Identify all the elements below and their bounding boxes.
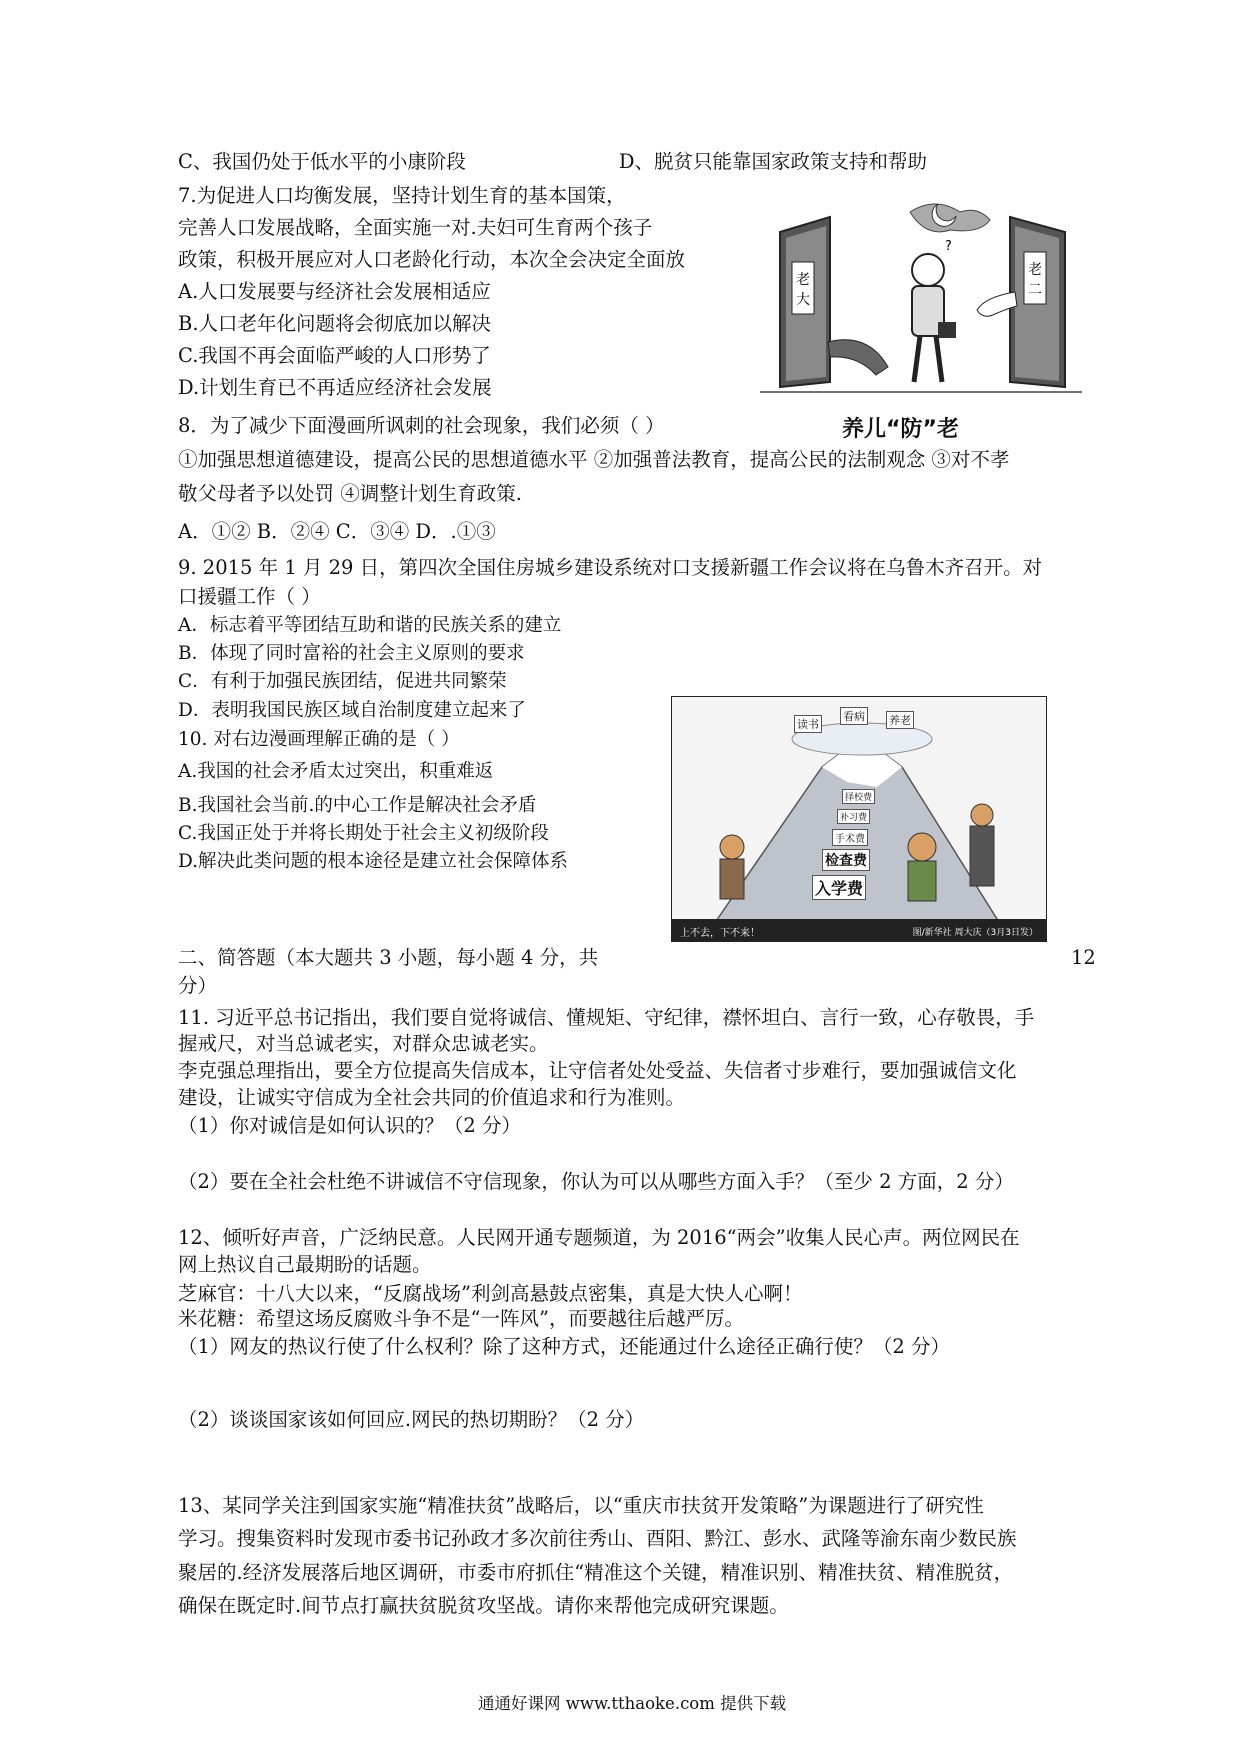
q13-line3: 聚居的.经济发展落后地区调研，市委市府抓住“精准这个关键，精准识别、精准扶贫、精准脱贫， (178, 1561, 1014, 1584)
page-footer: 通通好课网 www.tthaoke.com 提供下载 (478, 1694, 787, 1713)
q7-option-b: B.人口老年化问题将会彻底加以解决 (178, 312, 492, 335)
cartoon2-step-jiancha: 检查费 (822, 849, 870, 871)
q9-option-b: B．体现了同时富裕的社会主义原则的要求 (178, 643, 525, 664)
q9-stem-line1: 9. 2015 年 1 月 29 日，第四次全国住房城乡建设系统对口支援新疆工作会议将在乌鲁木齐召开。对 (178, 556, 1043, 579)
q9-option-d: D．表明我国民族区域自治制度建立起来了 (178, 700, 526, 721)
q9-stem-line2: 口援疆工作（ ） (178, 585, 321, 608)
q6-option-d: D、脱贫只能靠国家政策支持和帮助 (618, 150, 928, 173)
section2-tail: 分） (178, 974, 218, 997)
door-left-label-1: 老 (796, 272, 810, 288)
q12-sub2: （2）谈谈国家该如何回应.网民的热切期盼？（2 分） (178, 1408, 645, 1431)
q9-option-a: A．标志着平等团结互助和谐的民族关系的建立 (178, 615, 562, 636)
q9-option-c: C．有利于加强民族团结，促进共同繁荣 (178, 671, 507, 692)
section2-total: 12 (1071, 946, 1096, 969)
section2-heading (178, 944, 598, 971)
q6-option-c: C、我国仍处于低水平的小康阶段 (178, 150, 466, 173)
q7-option-d: D.计划生育已不再适应经济社会发展 (178, 376, 492, 399)
cartoon-mountain-fees (671, 696, 1047, 942)
q10-option-d: D.解决此类问题的根本途径是建立社会保障体系 (178, 851, 569, 872)
cartoon2-step-shoushu: 手术费 (832, 829, 868, 846)
q11-line3: 李克强总理指出，要全方位提高失信成本，让守信者处处受益、失信者寸步难行，要加强诚信文化 (178, 1059, 1017, 1082)
q8-statements-line1: ①加强思想道德建设，提高公民的思想道德水平 ②加强普法教育，提高公民的法制观念 ③对不孝 (178, 448, 1010, 471)
q13-line1: 13、某同学关注到国家实施“精准扶贫”战略后，以“重庆市扶贫开发策略”为课题进行了研究性 (178, 1494, 984, 1517)
q13-line2: 学习。搜集资料时发现市委书记孙政才多次前往秀山、酉阳、黔江、彭水、武隆等渝东南少数民族 (178, 1527, 1017, 1550)
cartoon2-step-zexiao: 择校费 (842, 789, 875, 804)
q12-line3: 芝麻官：十八大以来，“反腐战场”利剑高悬鼓点密集，真是大快人心啊！ (178, 1282, 803, 1305)
cartoon2-label-reading: 读书 (794, 715, 822, 733)
q10-option-b: B.我国社会当前.的中心工作是解决社会矛盾 (178, 795, 537, 816)
cartoon2-label-medical: 看病 (840, 707, 868, 725)
q7-option-a: A.人口发展要与经济社会发展相适应 (178, 280, 491, 303)
cartoon-yanger-fanglao (760, 192, 1082, 444)
q10-option-c: C.我国正处于并将长期处于社会主义初级阶段 (178, 823, 549, 844)
q10-stem: 10. 对右边漫画理解正确的是（ ） (178, 729, 460, 750)
q11-line4: 建设，让诚实守信成为全社会共同的价值追求和行为准则。 (178, 1086, 686, 1109)
cartoon1-caption: 养儿“防”老 (842, 417, 959, 442)
q8-statements-line2: 敬父母者予以处罚 ④调整计划生育政策. (178, 482, 522, 505)
section2-heading-text: 二、简答题（本大题共 3 小题，每小题 4 分，共 (178, 946, 599, 969)
q7-stem-line1: 7.为促进人口均衡发展，坚持计划生育的基本国策， (178, 184, 626, 207)
q12-line4: 米花糖：希望这场反腐败斗争不是“一阵风”，而要越往后越严厉。 (178, 1307, 744, 1330)
door-left-label-2: 大 (796, 292, 810, 308)
q11-sub2: （2）要在全社会杜绝不讲诚信不守信现象，你认为可以从哪些方面入手？（至少 2 方面，2 分） (178, 1170, 1014, 1193)
q7-option-c: C.我国不再会面临严峻的人口形势了 (178, 344, 491, 367)
q13-line4: 确保在既定时.间节点打赢扶贫脱贫攻坚战。请你来帮他完成研究课题。 (178, 1594, 789, 1617)
cartoon2-caption: 上不去，下不来！ (680, 928, 760, 939)
door-right-label-1: 老 (1028, 262, 1042, 278)
door-right-label-2: 二 (1028, 282, 1042, 298)
question-mark-glyph: ? (945, 239, 952, 254)
q11-line2: 握戒尺，对当总诚老实，对群众忠诚老实。 (178, 1032, 549, 1055)
cartoon2-credit: 图/新华社 周大庆（3月3日发） (912, 928, 1038, 938)
cartoon2-step-buxi: 补习费 (837, 809, 870, 824)
q8-options: A．①② B．②④ C．③④ D．.①③ (178, 520, 496, 543)
q12-sub1: （1）网友的热议行使了什么权利？除了这种方式，还能通过什么途径正确行使？（2 分） (178, 1335, 951, 1358)
q6-options (178, 148, 927, 175)
q8-stem: 8．为了减少下面漫画所讽刺的社会现象，我们必须（ ） (178, 414, 665, 437)
cartoon2-step-ruxue: 入学费 (812, 875, 866, 900)
q12-line2: 网上热议自己最期盼的话题。 (178, 1253, 432, 1276)
q12-line1: 12、倾听好声音，广泛纳民意。人民网开通专题频道，为 2016“两会”收集人民心声。两位网民在 (178, 1226, 1020, 1249)
q7-stem-line3: 政策，积极开展应对人口老龄化行动，本次全会决定全面放 (178, 248, 686, 271)
q10-option-a: A.我国的社会矛盾太过突出，积重难返 (178, 761, 494, 782)
cartoon2-label-elderly: 养老 (886, 711, 914, 729)
q7-stem-line2: 完善人口发展战略，全面实施一对.夫妇可生育两个孩子 (178, 216, 653, 239)
q11-line1: 11. 习近平总书记指出，我们要自觉将诚信、懂规矩、守纪律，襟怀坦白、言行一致，心存敬畏，手 (178, 1006, 1035, 1029)
q11-sub1: （1）你对诚信是如何认识的？（2 分） (178, 1114, 522, 1137)
